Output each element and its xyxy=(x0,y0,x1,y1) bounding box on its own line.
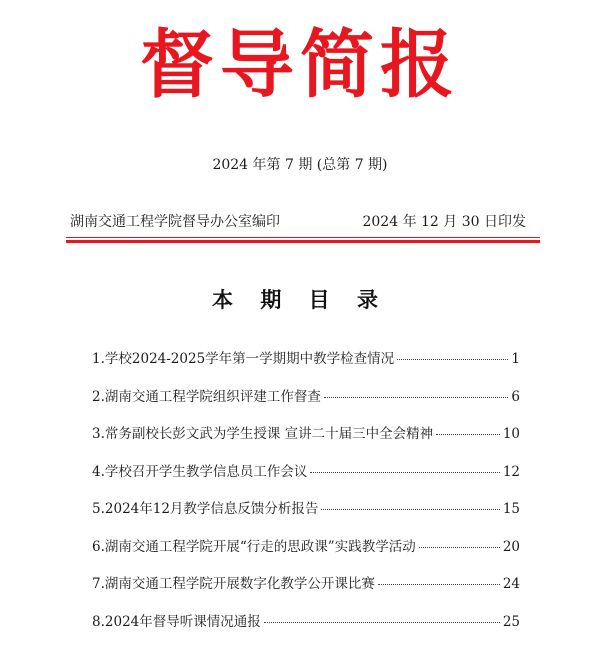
toc-item-text: 2024年12月教学信息反馈分析报告 xyxy=(104,501,319,517)
toc-item[interactable] xyxy=(92,347,520,385)
publisher-row xyxy=(70,211,530,231)
toc-item-number: 6. xyxy=(92,538,105,555)
header-divider-thick xyxy=(66,240,540,243)
toc-leader-dots xyxy=(378,584,500,585)
toc-item-page: 15 xyxy=(502,501,520,517)
toc-item-page: 25 xyxy=(502,613,520,630)
toc-item-page: 24 xyxy=(502,576,520,592)
toc-title: 本 期 目 录 xyxy=(212,288,388,312)
toc-item-number: 4. xyxy=(92,463,105,480)
toc-item-number: 5. xyxy=(92,501,105,517)
toc-item-number: 1. xyxy=(92,351,105,367)
issue-line: 2024 年第 7 期 (总第 7 期) xyxy=(212,157,388,173)
toc-item-number: 3. xyxy=(92,426,105,442)
toc-item-text: 常务副校长彭文武为学生授课 宣讲二十届三中全会精神 xyxy=(104,426,434,442)
toc-item[interactable] xyxy=(92,572,520,610)
toc-item[interactable] xyxy=(92,535,520,573)
table-of-contents xyxy=(92,347,520,647)
toc-item-text: 湖南交通工程学院组织评建工作督查 xyxy=(104,388,321,405)
toc-item[interactable] xyxy=(92,497,520,535)
toc-item-page: 12 xyxy=(502,463,520,480)
toc-item[interactable] xyxy=(92,460,520,498)
toc-item[interactable] xyxy=(92,385,520,423)
toc-leader-dots xyxy=(397,359,508,360)
toc-item-text: 湖南交通工程学院开展“行走的思政课”实践教学活动 xyxy=(104,538,416,555)
toc-leader-dots xyxy=(264,622,500,623)
toc-item-page: 20 xyxy=(502,538,520,555)
toc-item-number: 2. xyxy=(92,388,105,405)
publish-date: 2024 年 12 月 30 日印发 xyxy=(362,214,526,230)
toc-item[interactable] xyxy=(92,422,520,460)
toc-item-page: 6 xyxy=(511,388,520,405)
toc-item-number: 8. xyxy=(92,613,105,630)
toc-item-page: 10 xyxy=(502,426,520,442)
toc-item[interactable] xyxy=(92,610,520,648)
publisher-editor: 湖南交通工程学院督导办公室编印 xyxy=(70,214,280,230)
toc-item-number: 7. xyxy=(92,576,105,592)
toc-leader-dots xyxy=(436,434,500,435)
toc-item-text: 湖南交通工程学院开展数字化教学公开课比赛 xyxy=(104,576,375,592)
toc-item-page: 1 xyxy=(511,351,520,367)
toc-item-text: 学校2024-2025学年第一学期期中教学检查情况 xyxy=(104,351,395,367)
toc-item-text: 2024年督导听课情况通报 xyxy=(104,613,261,630)
masthead-title: 督导简报 xyxy=(140,22,460,108)
toc-leader-dots xyxy=(419,547,500,548)
toc-leader-dots xyxy=(310,472,499,473)
toc-leader-dots xyxy=(324,397,509,398)
header-divider-thin xyxy=(66,237,540,238)
toc-leader-dots xyxy=(321,509,499,510)
toc-item-text: 学校召开学生教学信息员工作会议 xyxy=(104,463,308,480)
